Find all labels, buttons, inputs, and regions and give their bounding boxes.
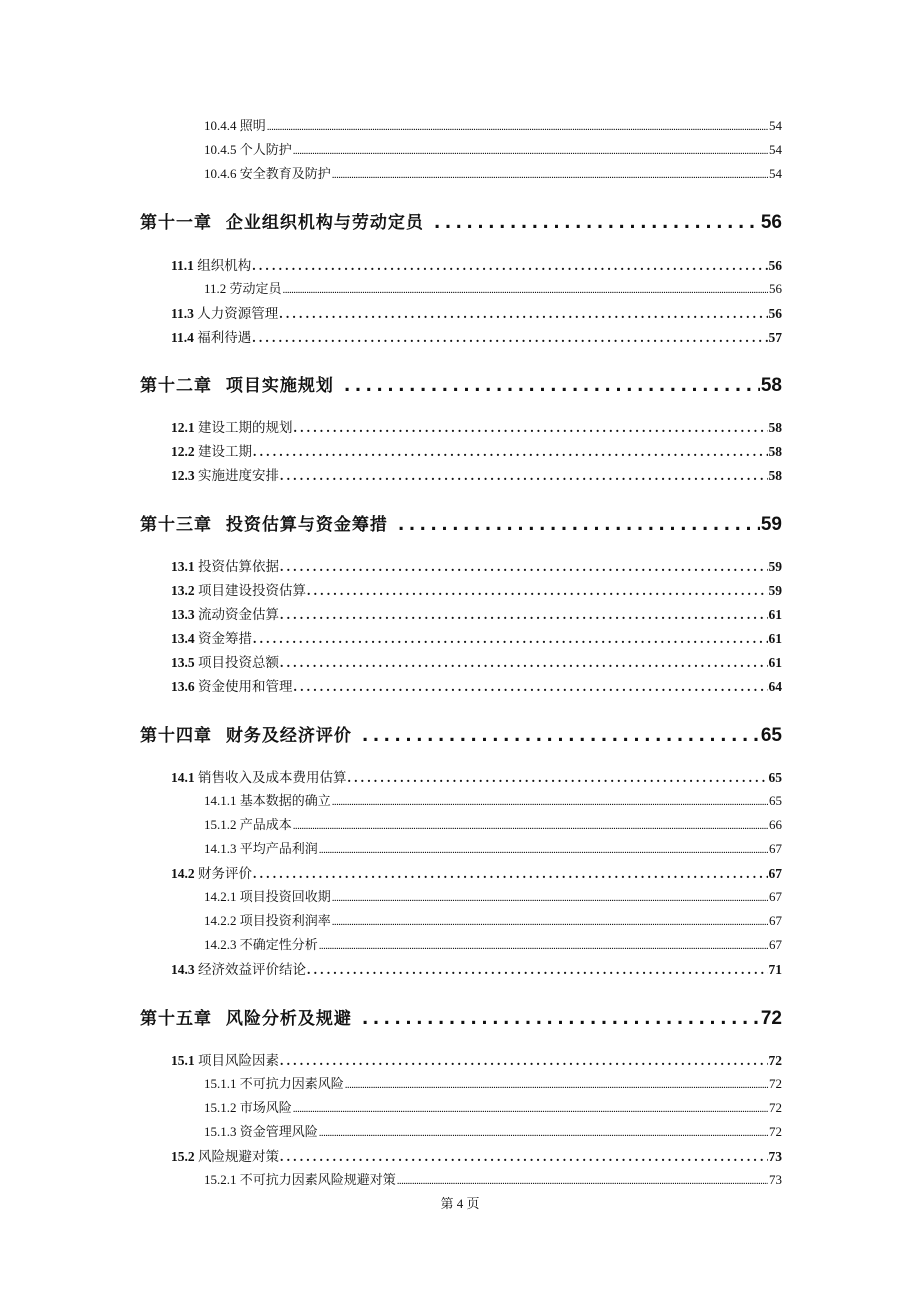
section-title: 项目投资总额 bbox=[198, 655, 279, 670]
toc-section[interactable] bbox=[171, 440, 782, 460]
page-number: 56 bbox=[768, 258, 782, 273]
entry-title: 产品成本 bbox=[239, 817, 292, 832]
toc-entry[interactable] bbox=[204, 1121, 782, 1140]
leader-dots bbox=[283, 284, 768, 296]
toc-section[interactable] bbox=[171, 603, 782, 623]
page-number: 72 bbox=[769, 1076, 782, 1091]
leader-dots bbox=[332, 169, 768, 181]
leader-dots bbox=[397, 1175, 768, 1187]
leader-dots bbox=[280, 1053, 768, 1069]
leader-dots bbox=[294, 420, 768, 436]
section-title: 人力资源管理 bbox=[197, 306, 279, 321]
toc-entry[interactable] bbox=[204, 1073, 782, 1092]
leader-dots bbox=[253, 866, 768, 882]
section-number: 14.3 bbox=[171, 962, 195, 977]
page-number: 59 bbox=[768, 559, 782, 574]
page-number: 65 bbox=[760, 725, 782, 746]
page-number: 56 bbox=[768, 306, 782, 321]
chapter-title: 财务及经济评价 bbox=[225, 726, 352, 746]
toc-entry[interactable] bbox=[204, 934, 782, 953]
leader-dots bbox=[280, 655, 768, 671]
page-number: 72 bbox=[769, 1124, 782, 1139]
leader-dots bbox=[293, 145, 768, 157]
page-number: 73 bbox=[769, 1172, 782, 1187]
entry-title: 基本数据的确立 bbox=[239, 793, 331, 808]
entry-title: 市场风险 bbox=[239, 1100, 292, 1115]
section-number: 12.3 bbox=[171, 468, 195, 483]
entry-title: 劳动定员 bbox=[229, 281, 282, 296]
entry-title: 项目投资回收期 bbox=[239, 889, 331, 904]
page-number: 61 bbox=[768, 607, 782, 622]
page-number: 54 bbox=[769, 142, 782, 157]
entry-title: 资金管理风险 bbox=[239, 1124, 318, 1139]
section-number: 11.1 bbox=[171, 258, 194, 273]
entry-number: 14.2.3 bbox=[204, 937, 237, 952]
toc-entry[interactable] bbox=[204, 139, 782, 158]
page-number: 58 bbox=[768, 420, 782, 435]
toc-entry[interactable] bbox=[204, 886, 782, 905]
entry-title: 不确定性分析 bbox=[239, 937, 318, 952]
toc-section[interactable] bbox=[171, 651, 782, 671]
leader-dots bbox=[280, 607, 768, 623]
page-number: 54 bbox=[769, 118, 782, 133]
entry-number: 15.1.3 bbox=[204, 1124, 237, 1139]
toc-entry[interactable] bbox=[204, 814, 782, 833]
entry-title: 照明 bbox=[239, 118, 266, 133]
entry-number: 15.1.1 bbox=[204, 1076, 237, 1091]
entry-number: 15.1.2 bbox=[204, 1100, 237, 1115]
leader-dots bbox=[344, 376, 760, 396]
leader-dots bbox=[280, 559, 768, 575]
leader-dots bbox=[362, 1009, 760, 1029]
page-number: 56 bbox=[760, 212, 782, 233]
section-number: 12.1 bbox=[171, 420, 195, 435]
entry-number: 14.2.2 bbox=[204, 913, 237, 928]
section-title: 福利待遇 bbox=[197, 330, 252, 345]
toc-section[interactable] bbox=[171, 555, 782, 575]
section-title: 经济效益评价结论 bbox=[198, 962, 306, 977]
toc-section[interactable] bbox=[171, 579, 782, 599]
leader-dots bbox=[279, 306, 767, 322]
page-number: 65 bbox=[769, 793, 782, 808]
toc-entry[interactable] bbox=[204, 910, 782, 929]
section-title: 建设工期 bbox=[198, 444, 252, 459]
section-title: 实施进度安排 bbox=[198, 468, 279, 483]
page-number: 71 bbox=[768, 962, 782, 977]
toc-entry[interactable] bbox=[204, 1169, 782, 1188]
leader-dots bbox=[293, 1103, 768, 1115]
section-title: 建设工期的规划 bbox=[198, 420, 293, 435]
section-number: 14.1 bbox=[171, 770, 195, 785]
section-number: 14.2 bbox=[171, 866, 195, 881]
section-number: 13.1 bbox=[171, 559, 195, 574]
entry-number: 10.4.6 bbox=[204, 166, 237, 181]
toc-entry[interactable] bbox=[204, 1097, 782, 1116]
toc-section[interactable] bbox=[171, 464, 782, 484]
chapter-number: 第十二章 bbox=[140, 376, 212, 396]
toc-section[interactable] bbox=[171, 254, 782, 274]
section-title: 销售收入及成本费用估算 bbox=[198, 770, 347, 785]
section-title: 组织机构 bbox=[197, 258, 252, 273]
leader-dots bbox=[398, 515, 760, 535]
page-number: 59 bbox=[768, 583, 782, 598]
toc-chapter[interactable] bbox=[140, 721, 782, 747]
leader-dots bbox=[280, 1149, 768, 1165]
section-number: 11.3 bbox=[171, 306, 194, 321]
entry-title: 个人防护 bbox=[239, 142, 292, 157]
leader-dots bbox=[434, 213, 760, 233]
leader-dots bbox=[293, 820, 768, 832]
leader-dots bbox=[332, 892, 768, 904]
section-number: 12.2 bbox=[171, 444, 195, 459]
section-number: 13.3 bbox=[171, 607, 195, 622]
page-number: 65 bbox=[768, 770, 782, 785]
page-number: 66 bbox=[769, 817, 782, 832]
page-number: 73 bbox=[768, 1149, 782, 1164]
page-number: 72 bbox=[760, 1008, 782, 1029]
toc-section[interactable] bbox=[171, 326, 782, 346]
section-number: 13.6 bbox=[171, 679, 195, 694]
leader-dots bbox=[253, 444, 768, 460]
leader-dots bbox=[252, 330, 767, 346]
page-number: 54 bbox=[769, 166, 782, 181]
toc-chapter[interactable] bbox=[140, 510, 782, 536]
page-number: 67 bbox=[769, 913, 782, 928]
toc-section[interactable] bbox=[171, 766, 782, 786]
entry-number: 11.2 bbox=[204, 281, 227, 296]
section-number: 13.4 bbox=[171, 631, 195, 646]
toc-section[interactable] bbox=[171, 862, 782, 882]
toc-section[interactable] bbox=[171, 1049, 782, 1069]
page-number: 56 bbox=[769, 281, 782, 296]
chapter-number: 第十四章 bbox=[140, 726, 212, 746]
page-number: 58 bbox=[760, 375, 782, 396]
toc-chapter[interactable] bbox=[140, 371, 782, 397]
section-title: 资金筹措 bbox=[198, 631, 252, 646]
leader-dots bbox=[362, 726, 760, 746]
section-number: 13.2 bbox=[171, 583, 195, 598]
chapter-title: 企业组织机构与劳动定员 bbox=[225, 213, 424, 233]
leader-dots bbox=[280, 468, 768, 484]
chapter-number: 第十三章 bbox=[140, 515, 212, 535]
page-number: 59 bbox=[760, 514, 782, 535]
section-title: 资金使用和管理 bbox=[198, 679, 293, 694]
toc-entry[interactable] bbox=[204, 115, 782, 134]
entry-number: 15.1.2 bbox=[204, 817, 237, 832]
entry-title: 安全教育及防护 bbox=[239, 166, 331, 181]
toc-section[interactable] bbox=[171, 958, 782, 978]
chapter-title: 风险分析及规避 bbox=[225, 1009, 352, 1029]
entry-title: 平均产品利润 bbox=[239, 841, 318, 856]
page-number: 67 bbox=[769, 937, 782, 952]
page-number: 61 bbox=[768, 631, 782, 646]
entry-title: 不可抗力因素风险规避对策 bbox=[239, 1172, 396, 1187]
section-title: 风险规避对策 bbox=[198, 1149, 279, 1164]
section-title: 财务评价 bbox=[198, 866, 252, 881]
leader-dots bbox=[332, 916, 768, 928]
toc-section[interactable] bbox=[171, 627, 782, 647]
chapter-title: 投资估算与资金筹措 bbox=[225, 515, 388, 535]
entry-number: 10.4.5 bbox=[204, 142, 237, 157]
toc-entry[interactable] bbox=[204, 163, 782, 182]
leader-dots bbox=[319, 844, 768, 856]
page-number: 61 bbox=[768, 655, 782, 670]
leader-dots bbox=[307, 962, 768, 978]
entry-number: 10.4.4 bbox=[204, 118, 237, 133]
chapter-number: 第十一章 bbox=[140, 213, 212, 233]
toc-section[interactable] bbox=[171, 302, 782, 322]
leader-dots bbox=[307, 583, 768, 599]
leader-dots bbox=[294, 679, 768, 695]
entry-number: 14.1.1 bbox=[204, 793, 237, 808]
section-title: 项目建设投资估算 bbox=[198, 583, 306, 598]
chapter-title: 项目实施规划 bbox=[225, 376, 334, 396]
section-title: 投资估算依据 bbox=[198, 559, 279, 574]
page-number: 67 bbox=[769, 841, 782, 856]
section-number: 11.4 bbox=[171, 330, 194, 345]
leader-dots bbox=[345, 1079, 768, 1091]
entry-title: 不可抗力因素风险 bbox=[239, 1076, 344, 1091]
entry-number: 14.2.1 bbox=[204, 889, 237, 904]
entry-title: 项目投资利润率 bbox=[239, 913, 331, 928]
toc-chapter[interactable] bbox=[140, 1004, 782, 1030]
page-number: 72 bbox=[769, 1100, 782, 1115]
section-number: 15.2 bbox=[171, 1149, 195, 1164]
page-number: 67 bbox=[769, 889, 782, 904]
leader-dots bbox=[319, 940, 768, 952]
leader-dots bbox=[332, 796, 768, 808]
leader-dots bbox=[267, 121, 768, 133]
toc-section[interactable] bbox=[171, 1145, 782, 1165]
page-number: 67 bbox=[768, 866, 782, 881]
page-footer: 第 4 页 bbox=[440, 1196, 480, 1211]
section-title: 项目风险因素 bbox=[198, 1053, 279, 1068]
entry-number: 14.1.3 bbox=[204, 841, 237, 856]
leader-dots bbox=[319, 1127, 768, 1139]
page-number: 64 bbox=[768, 679, 782, 694]
toc-chapter[interactable] bbox=[140, 208, 782, 234]
toc-entry[interactable] bbox=[204, 278, 782, 297]
page-number: 72 bbox=[768, 1053, 782, 1068]
page-number: 57 bbox=[768, 330, 782, 345]
chapter-number: 第十五章 bbox=[140, 1009, 212, 1029]
page-number: 58 bbox=[768, 468, 782, 483]
toc-section[interactable] bbox=[171, 416, 782, 436]
toc-entry[interactable] bbox=[204, 838, 782, 857]
section-title: 流动资金估算 bbox=[198, 607, 279, 622]
toc-entry[interactable] bbox=[204, 790, 782, 809]
entry-number: 15.2.1 bbox=[204, 1172, 237, 1187]
leader-dots bbox=[252, 258, 767, 274]
page-number: 58 bbox=[768, 444, 782, 459]
section-number: 13.5 bbox=[171, 655, 195, 670]
leader-dots bbox=[348, 770, 768, 786]
toc-section[interactable] bbox=[171, 675, 782, 695]
leader-dots bbox=[253, 631, 768, 647]
section-number: 15.1 bbox=[171, 1053, 195, 1068]
